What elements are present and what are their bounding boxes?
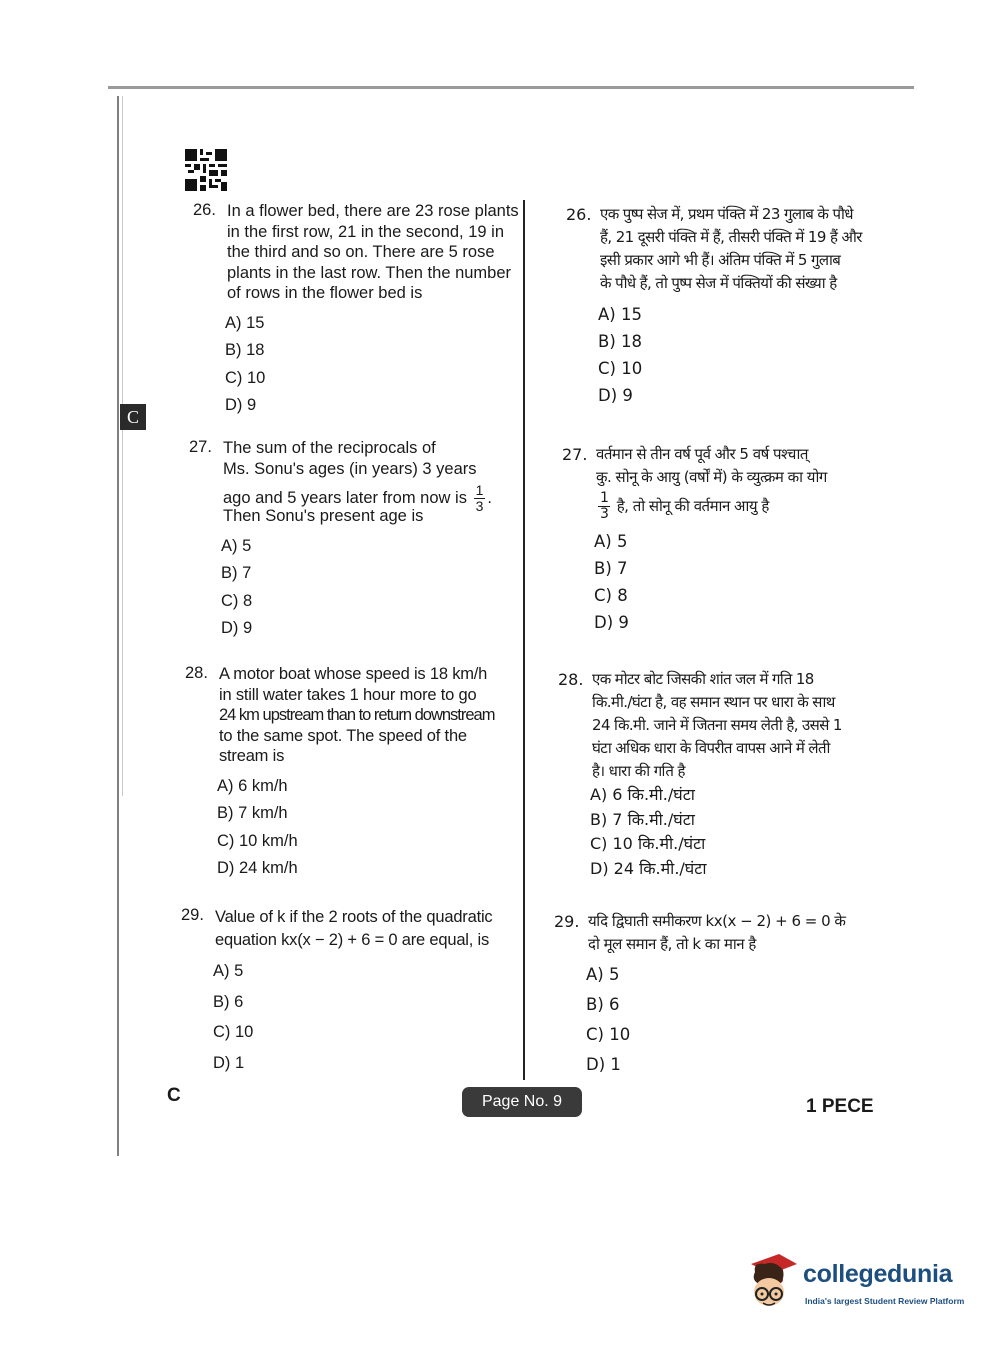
option-c: C) 10 bbox=[598, 359, 643, 378]
option-c: C) 8 bbox=[221, 591, 253, 610]
question-number: 28. bbox=[558, 670, 584, 689]
question-26-hi bbox=[566, 203, 881, 409]
option-b: B) 7 km/h bbox=[217, 804, 288, 822]
question-text: दो मूल समान हैं, तो k का मान है bbox=[588, 935, 756, 953]
option-b: B) 6 bbox=[586, 995, 620, 1014]
question-number: 28. bbox=[185, 664, 208, 682]
question-29-en bbox=[181, 906, 521, 1078]
option-b: B) 18 bbox=[598, 332, 642, 351]
question-text: ago and 5 years later from now is bbox=[223, 488, 467, 507]
question-text: The sum of the reciprocals of bbox=[223, 439, 436, 457]
question-text: 24 km upstream than to return downstream bbox=[219, 706, 495, 724]
option-a: A) 15 bbox=[598, 305, 642, 324]
option-c: C) 10 km/h bbox=[217, 831, 298, 850]
option-b: B) 7 bbox=[221, 564, 252, 582]
question-28-hi bbox=[558, 668, 880, 881]
option-a: A) 6 कि.मी./घंटा bbox=[590, 785, 695, 804]
question-text: है, तो सोनू की वर्तमान आयु है bbox=[616, 497, 769, 515]
question-number: 29. bbox=[181, 906, 204, 924]
fraction: $\frac{1}{3}$ bbox=[600, 490, 609, 522]
top-border bbox=[108, 86, 914, 89]
question-text: Value of k if the 2 roots of the quadratic bbox=[215, 908, 493, 926]
page-number: Page No. 9 bbox=[462, 1087, 582, 1117]
option-d: D) 1 bbox=[213, 1053, 245, 1072]
question-number: 27. bbox=[562, 445, 588, 464]
question-number: 26. bbox=[193, 201, 216, 219]
question-number: 26. bbox=[566, 205, 592, 224]
question-text: एक पुष्प सेज में, प्रथम पंक्ति में 23 गुलाब के पौधे bbox=[600, 205, 853, 223]
question-text: of rows in the flower bed is bbox=[227, 284, 423, 302]
left-border-faint bbox=[122, 96, 123, 796]
option-d: D) 9 bbox=[225, 396, 257, 414]
option-d: D) 24 km/h bbox=[217, 859, 298, 877]
option-d: D) 1 bbox=[586, 1055, 621, 1074]
question-text: कु. सोनू के आयु (वर्षों में) के व्युत्क्रम का योग bbox=[596, 468, 827, 486]
option-a: A) 6 km/h bbox=[217, 776, 288, 795]
question-text: इसी प्रकार आगे भी हैं। अंतिम पंक्ति में 5 गुलाब bbox=[600, 251, 841, 269]
option-d: D) 9 bbox=[594, 613, 629, 632]
collegedunia-logo bbox=[745, 1250, 975, 1320]
question-number: 27. bbox=[189, 438, 212, 456]
option-b: B) 7 bbox=[594, 559, 628, 578]
question-text: to the same spot. The speed of the bbox=[219, 726, 467, 745]
question-text: है। धारा की गति है bbox=[592, 762, 685, 780]
question-text: हैं, 21 दूसरी पंक्ति में हैं, तीसरी पंक्ति में 19 हैं और bbox=[600, 228, 862, 246]
option-c: C) 10 कि.मी./घंटा bbox=[590, 834, 706, 853]
question-27-hi bbox=[562, 443, 880, 636]
option-a: A) 5 bbox=[221, 536, 252, 555]
set-letter: C bbox=[167, 1085, 181, 1106]
question-text: घंटा अधिक धारा के विपरीत वापस आने में लेती bbox=[592, 739, 830, 757]
brand-name: collegedunia bbox=[803, 1260, 953, 1288]
question-text: Ms. Sonu's ages (in years) 3 years bbox=[223, 459, 477, 478]
question-text: 24 कि.मी. जाने में जितना समय लेती है, उससे 1 bbox=[592, 716, 842, 734]
question-28-en bbox=[185, 664, 520, 883]
question-text: In a flower bed, there are 23 rose plants bbox=[227, 202, 519, 220]
question-26-en bbox=[193, 201, 528, 420]
option-c: C) 10 bbox=[225, 368, 266, 387]
paper-code: 1 PECE bbox=[806, 1096, 874, 1117]
option-d: D) 9 bbox=[598, 386, 633, 405]
option-c: C) 10 bbox=[213, 1023, 254, 1041]
qr-code-icon bbox=[185, 148, 227, 192]
option-d: D) 24 कि.मी./घंटा bbox=[590, 858, 707, 878]
option-d: D) 9 bbox=[221, 619, 253, 637]
question-text: के पौधे हैं, तो पुष्प सेज में पंक्तियों की संख्या है bbox=[600, 274, 837, 292]
graduate-mascot-icon bbox=[745, 1250, 801, 1314]
question-text: कि.मी./घंटा है, वह समान स्थान पर धारा के साथ bbox=[592, 693, 835, 711]
question-text: equation kx(x − 2) + 6 = 0 are equal, is bbox=[215, 931, 490, 949]
question-text: यदि द्विघाती समीकरण kx(x − 2) + 6 = 0 के bbox=[588, 912, 846, 930]
left-border bbox=[117, 96, 119, 1156]
question-text: वर्तमान से तीन वर्ष पूर्व और 5 वर्ष पश्चात् bbox=[596, 445, 808, 463]
fraction: $\frac{1}{3}$ bbox=[475, 482, 484, 514]
question-text: एक मोटर बोट जिसकी शांत जल में गति 18 bbox=[592, 670, 814, 688]
option-b: B) 6 bbox=[213, 992, 244, 1011]
side-set-badge: C bbox=[120, 404, 146, 430]
question-text: in the first row, 21 in the second, 19 in bbox=[227, 222, 504, 241]
question-text: stream is bbox=[219, 747, 285, 765]
question-29-hi bbox=[554, 910, 880, 1080]
option-c: C) 8 bbox=[594, 586, 628, 605]
brand-tagline: India's largest Student Review Platform bbox=[805, 1296, 965, 1306]
option-a: A) 5 bbox=[594, 532, 628, 551]
question-text: A motor boat whose speed is 18 km/h bbox=[219, 665, 488, 683]
option-b: B) 18 bbox=[225, 341, 265, 359]
question-text: in still water takes 1 hour more to go bbox=[219, 685, 477, 704]
option-c: C) 10 bbox=[586, 1025, 631, 1044]
option-b: B) 7 कि.मी./घंटा bbox=[590, 809, 695, 829]
question-27-en: 27. The sum of the reciprocals of Ms. Sonu's ages (in years) 3 years ago and 5 years later from now is $\frac{1}{3}$ . Then Sonu's present age is A) 5 B) 7 C) 8 D) 9 bbox=[189, 438, 519, 643]
option-a: A) 15 bbox=[225, 313, 265, 332]
option-a: A) 5 bbox=[586, 965, 620, 984]
question-text: Then Sonu's present age is bbox=[223, 507, 424, 525]
question-text: the third and so on. There are 5 rose bbox=[227, 243, 495, 261]
question-number: 29. bbox=[554, 912, 580, 931]
question-text: plants in the last row. Then the number bbox=[227, 263, 512, 282]
option-a: A) 5 bbox=[213, 962, 244, 980]
